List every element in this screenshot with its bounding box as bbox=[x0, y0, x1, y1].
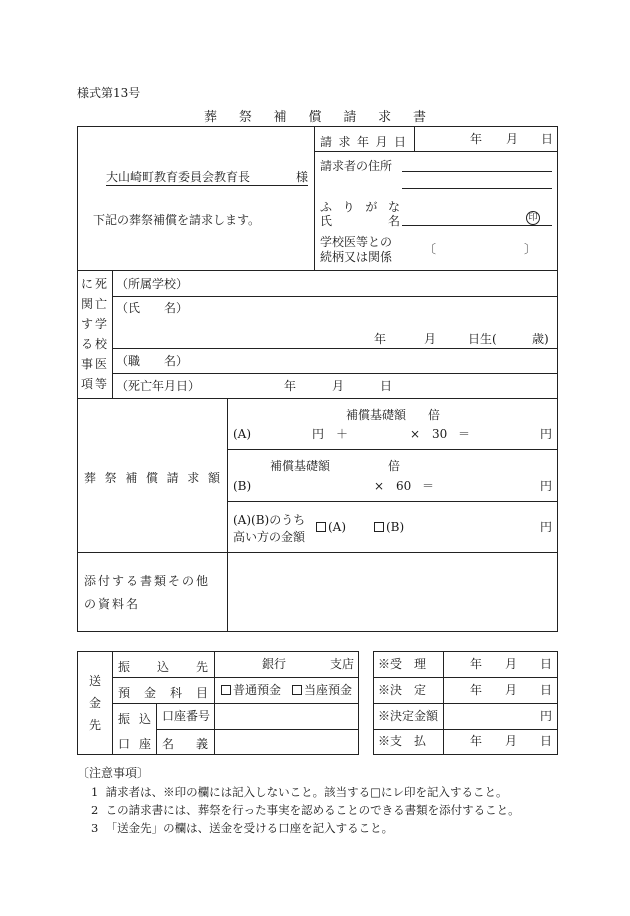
request-statement: 下記の葬祭補償を請求します。 bbox=[93, 213, 261, 227]
received-label: ※受 理 bbox=[378, 657, 427, 671]
a-mult: × bbox=[410, 427, 421, 441]
remit-side-label: 送金先 bbox=[88, 674, 101, 732]
address-label: 請求者の住所 bbox=[320, 159, 393, 173]
a-times-label: 倍 bbox=[428, 408, 441, 422]
deceased-name-label: （氏 名） bbox=[116, 301, 189, 315]
b-base-label: 補償基礎額 bbox=[270, 459, 331, 473]
address-line-2[interactable] bbox=[402, 188, 552, 189]
a-base-label: 補償基礎額 bbox=[346, 408, 407, 422]
title-char: 葬 bbox=[204, 110, 218, 125]
request-year: 年 bbox=[470, 132, 483, 146]
b-times-label: 倍 bbox=[388, 459, 401, 473]
current-deposit-option[interactable]: 当座預金 bbox=[292, 684, 352, 696]
form-number: 様式第13号 bbox=[77, 86, 141, 100]
deceased-side-label-1: 死亡学校医等 bbox=[94, 277, 107, 391]
checkbox-icon[interactable] bbox=[292, 685, 302, 695]
title-char: 祭 bbox=[238, 110, 252, 125]
transfer-dest-label: 振 込 先 bbox=[118, 660, 208, 674]
relation-label-1: 学校医等との bbox=[320, 235, 393, 249]
attach-label-2: の資料名 bbox=[84, 597, 141, 611]
notes-heading: 〔注意事項〕 bbox=[77, 766, 150, 780]
bank-label: 銀行 bbox=[262, 657, 287, 671]
decided-label: ※決 定 bbox=[378, 683, 427, 697]
request-date-label: 請 求 年 月 日 bbox=[320, 135, 406, 149]
title-char: 補 bbox=[273, 110, 287, 125]
b-label: (B) bbox=[233, 479, 252, 493]
a-label: (A) bbox=[233, 427, 252, 441]
decided-amount-yen: 円 bbox=[540, 709, 553, 723]
account-side-label-1: 振 込 bbox=[118, 712, 151, 726]
account-name-label: 名 義 bbox=[162, 737, 208, 751]
a-total-yen: 円 bbox=[540, 427, 553, 441]
death-month: 月 bbox=[332, 379, 345, 393]
decided-month: 月 bbox=[505, 683, 518, 697]
b-total-yen: 円 bbox=[540, 479, 553, 493]
account-number-label: 口座番号 bbox=[162, 709, 211, 723]
addressee-suffix: 様 bbox=[296, 170, 309, 184]
paid-year: 年 bbox=[470, 734, 483, 748]
c-label-1: (A)(B)のうち bbox=[233, 513, 306, 527]
received-year: 年 bbox=[470, 657, 483, 671]
birth-day: 日生( bbox=[468, 332, 497, 346]
attach-label-1: 添付する書類その他 bbox=[84, 574, 211, 588]
death-year: 年 bbox=[284, 379, 297, 393]
a-eq: ＝ bbox=[458, 427, 471, 441]
applicant-name-line[interactable] bbox=[402, 225, 552, 226]
checkbox-icon[interactable] bbox=[221, 685, 231, 695]
claim-label: 葬 祭 補 償 請 求 額 bbox=[84, 471, 220, 485]
title-char: 書 bbox=[412, 110, 426, 125]
title-char: 請 bbox=[343, 110, 357, 125]
decided-day: 日 bbox=[540, 683, 553, 697]
a-plus: ＋ bbox=[336, 427, 349, 441]
a-yen: 円 bbox=[312, 427, 325, 441]
decided-amount-label: ※決定金額 bbox=[378, 709, 439, 723]
address-line-1[interactable] bbox=[402, 171, 552, 172]
form-title bbox=[204, 106, 426, 125]
received-day: 日 bbox=[540, 657, 553, 671]
request-month: 月 bbox=[506, 132, 519, 146]
birth-month: 月 bbox=[424, 332, 437, 346]
addressee: 大山崎町教育委員会教育長 bbox=[106, 170, 251, 184]
death-day: 日 bbox=[380, 379, 393, 393]
c-option-a[interactable]: (A) bbox=[316, 521, 346, 533]
c-option-b[interactable]: (B) bbox=[374, 521, 404, 533]
relation-label-2: 続柄又は関係 bbox=[320, 250, 393, 264]
note-item: 2 この請求書には、葬祭を行った事実を認めることのできる書類を添付すること。 bbox=[91, 803, 520, 817]
a-num: 30 bbox=[432, 427, 448, 441]
age: 歳) bbox=[532, 332, 549, 346]
relation-bracket-close: 〕 bbox=[524, 242, 537, 256]
ordinary-deposit-option[interactable]: 普通預金 bbox=[221, 684, 281, 696]
note-item: 3 「送金先」の欄は、送金を受ける口座を記入すること。 bbox=[91, 821, 394, 835]
c-yen: 円 bbox=[540, 520, 553, 534]
death-date-label: （死亡年月日） bbox=[116, 379, 201, 393]
title-char: 償 bbox=[308, 110, 322, 125]
school-label: （所属学校） bbox=[116, 277, 189, 291]
relation-bracket-open: 〔 bbox=[424, 242, 437, 256]
paid-month: 月 bbox=[505, 734, 518, 748]
deposit-type-label: 預 金 科 目 bbox=[118, 686, 208, 700]
decided-year: 年 bbox=[470, 683, 483, 697]
birth-year: 年 bbox=[374, 332, 387, 346]
request-day: 日 bbox=[541, 132, 554, 146]
furigana-label: ふ り が な bbox=[320, 200, 400, 214]
title-char: 求 bbox=[378, 110, 392, 125]
c-label-2: 高い方の金額 bbox=[233, 530, 306, 544]
job-label: （職 名） bbox=[116, 354, 189, 368]
received-month: 月 bbox=[505, 657, 518, 671]
note-item: 1 請求者は、※印の欄には記入しないこと。該当する□にレ印を記入すること。 bbox=[91, 785, 508, 799]
paid-day: 日 bbox=[540, 734, 553, 748]
name-label: 氏 名 bbox=[320, 214, 400, 228]
paid-label: ※支 払 bbox=[378, 734, 427, 748]
deceased-side-label-2: に関する事項 bbox=[80, 277, 93, 391]
checkbox-icon[interactable] bbox=[374, 522, 384, 532]
b-mult: × bbox=[374, 479, 385, 493]
seal-icon: 印 bbox=[526, 211, 540, 225]
b-eq: ＝ bbox=[422, 479, 435, 493]
account-side-label-2: 口 座 bbox=[118, 737, 151, 751]
checkbox-icon[interactable] bbox=[316, 522, 326, 532]
b-num: 60 bbox=[396, 479, 412, 493]
branch-label: 支店 bbox=[330, 657, 355, 671]
